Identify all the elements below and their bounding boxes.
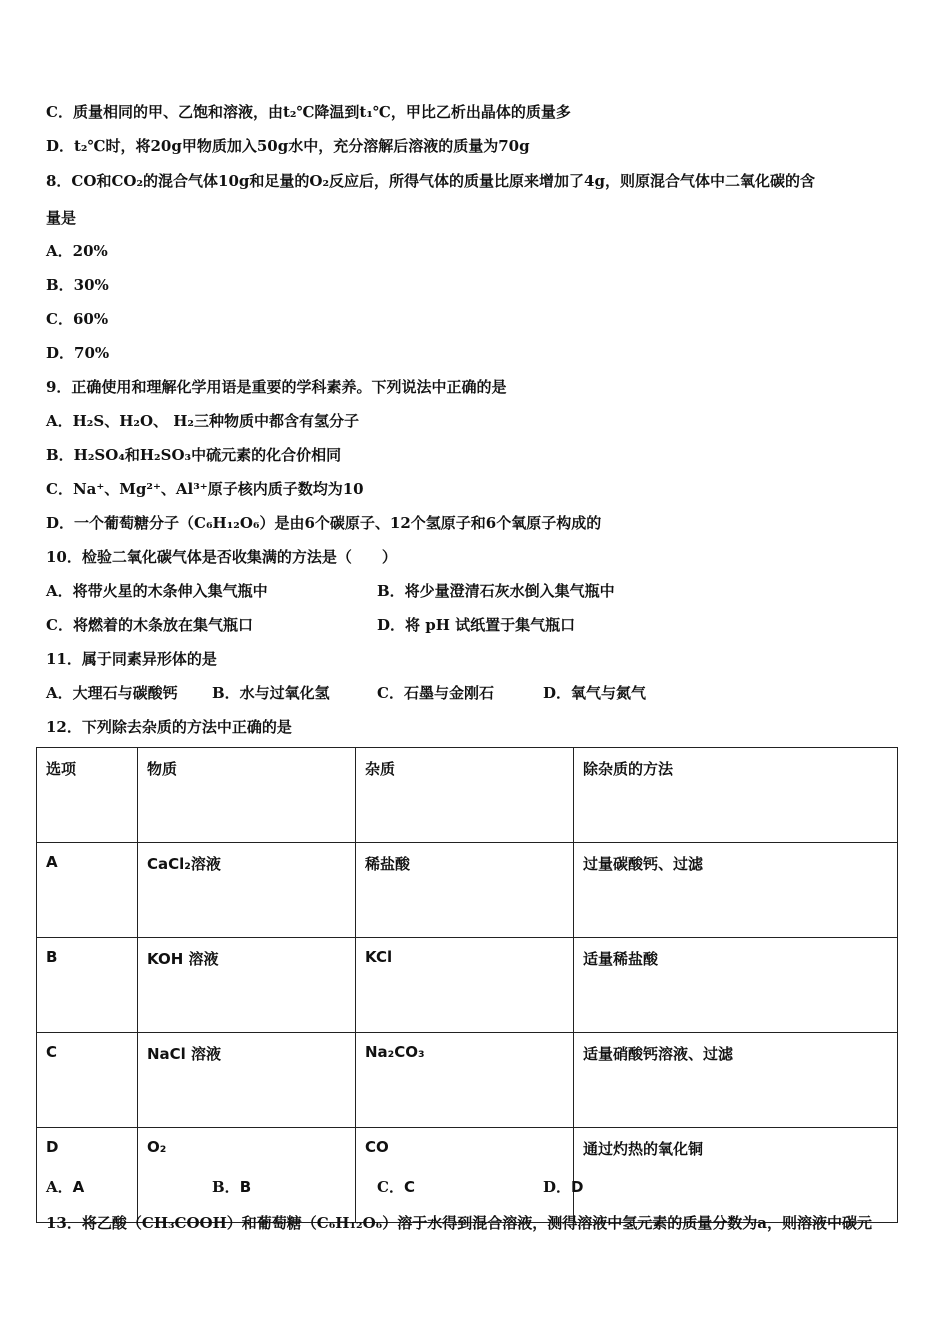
table-row — [37, 843, 898, 938]
row-substance: NaCl 溶液 — [138, 1033, 356, 1128]
q10-option-a: A．将带火星的木条伸入集气瓶中 — [46, 582, 268, 600]
row-method: 过量碳酸钙、过滤 — [574, 843, 898, 938]
q11-option-c: C．石墨与金刚石 — [377, 684, 494, 702]
q9-option-d: D．一个葡萄糖分子（C₆H₁₂O₆）是由6个碳原子、12个氢原子和6个氧原子构成的 — [46, 514, 602, 532]
row-substance: KOH 溶液 — [138, 938, 356, 1033]
q8-option-b: B．30% — [46, 276, 109, 294]
q8-option-a: A．20% — [46, 242, 108, 260]
row-option: D — [37, 1128, 138, 1223]
q10-stem: 10．检验二氧化碳气体是否收集满的方法是（ ） — [46, 548, 397, 566]
table-row — [37, 938, 898, 1033]
row-option: B — [37, 938, 138, 1033]
q10-option-b: B．将少量澄清石灰水倒入集气瓶中 — [377, 582, 615, 600]
q9-stem: 9．正确使用和理解化学用语是重要的学科素养。下列说法中正确的是 — [46, 378, 507, 396]
row-impurity: 稀盐酸 — [356, 843, 574, 938]
row-substance: CaCl₂溶液 — [138, 843, 356, 938]
header-option: 选项 — [37, 748, 138, 843]
q9-option-b: B．H₂SO₄和H₂SO₃中硫元素的化合价相同 — [46, 446, 342, 464]
q9-option-a: A．H₂S、H₂O、 H₂三种物质中都含有氢分子 — [46, 412, 359, 430]
row-substance: O₂ — [138, 1128, 356, 1223]
q12-option-b: B．B — [212, 1178, 252, 1196]
row-impurity: KCl — [356, 938, 574, 1033]
q12-table — [36, 747, 898, 1223]
q7-option-c: C．质量相同的甲、乙饱和溶液，由t₂℃降温到t₁℃，甲比乙析出晶体的质量多 — [46, 103, 571, 121]
row-method: 适量硝酸钙溶液、过滤 — [574, 1033, 898, 1128]
row-method: 通过灼热的氧化铜 — [574, 1128, 898, 1223]
header-method: 除杂质的方法 — [574, 748, 898, 843]
row-impurity: CO — [356, 1128, 574, 1223]
q11-option-a: A．大理石与碳酸钙 — [46, 684, 178, 702]
q8-stem-line2: 量是 — [46, 209, 77, 227]
q10-option-c: C．将燃着的木条放在集气瓶口 — [46, 616, 253, 634]
table-row — [37, 1128, 898, 1223]
q8-option-c: C．60% — [46, 310, 109, 328]
q13-stem: 13．将乙酸（CH₃COOH）和葡萄糖（C₆H₁₂O₆）溶于水得到混合溶液，测得溶液中氢元素的质量分数为a，则溶液中碳元 — [46, 1214, 872, 1232]
row-impurity: Na₂CO₃ — [356, 1033, 574, 1128]
q12-option-d: D．D — [543, 1178, 584, 1196]
q8-stem-line1: 8．CO和CO₂的混合气体10g和足量的O₂反应后，所得气体的质量比原来增加了4g，则原混合气体中二氧化碳的含 — [46, 172, 815, 190]
q7-option-d: D．t₂℃时，将20g甲物质加入50g水中，充分溶解后溶液的质量为70g — [46, 137, 530, 155]
q12-option-c: C．C — [377, 1178, 415, 1196]
row-option: C — [37, 1033, 138, 1128]
q11-option-b: B．水与过氧化氢 — [212, 684, 330, 702]
row-option: A — [37, 843, 138, 938]
q10-option-d: D．将 pH 试纸置于集气瓶口 — [377, 616, 576, 634]
q11-stem: 11．属于同素异形体的是 — [46, 650, 217, 668]
q9-option-c: C．Na⁺、Mg²⁺、Al³⁺原子核内质子数均为10 — [46, 480, 364, 498]
header-substance: 物质 — [138, 748, 356, 843]
q11-option-d: D．氧气与氮气 — [543, 684, 647, 702]
header-impurity: 杂质 — [356, 748, 574, 843]
row-method: 适量稀盐酸 — [574, 938, 898, 1033]
q12-option-a: A．A — [46, 1178, 85, 1196]
table-header-row — [37, 748, 898, 843]
q8-option-d: D．70% — [46, 344, 110, 362]
q12-stem: 12．下列除去杂质的方法中正确的是 — [46, 718, 292, 736]
table-row — [37, 1033, 898, 1128]
